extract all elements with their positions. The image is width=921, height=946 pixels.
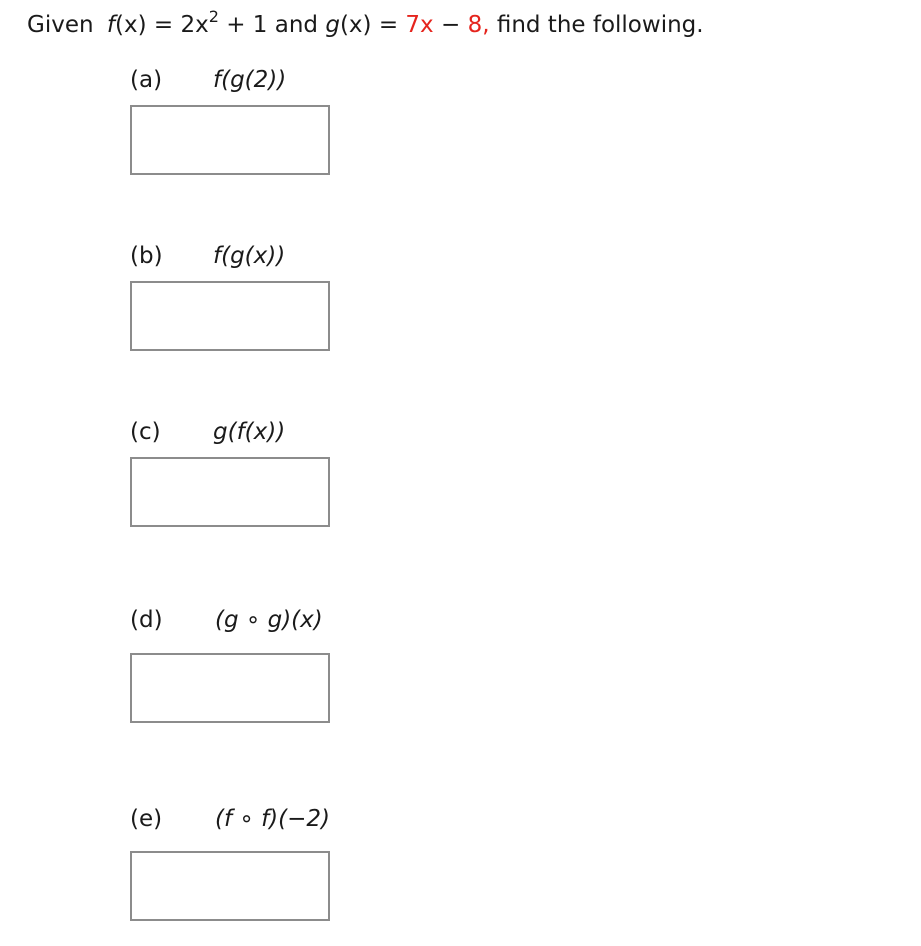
- equals-sign-f: =: [153, 12, 174, 38]
- part-a-expression: f(g(2)): [213, 67, 287, 93]
- and-word: and: [274, 12, 319, 38]
- part-b-expression: f(g(x)): [213, 243, 286, 269]
- part-d-answer-input[interactable]: [130, 653, 330, 723]
- instruction-text: find the following.: [496, 12, 704, 38]
- problem-statement: [27, 8, 704, 42]
- part-c-label: (c): [130, 419, 161, 445]
- part-d-label: (d): [130, 607, 163, 633]
- g-function-arg: (x): [339, 12, 372, 38]
- part-a-answer-input[interactable]: [130, 105, 330, 175]
- part-a-label: (a): [130, 67, 163, 93]
- f-function-name: f: [106, 12, 115, 38]
- f-term-coef: 2x: [180, 12, 209, 38]
- f-exponent: 2: [208, 7, 219, 26]
- part-d-expression: (g ∘ g)(x): [215, 607, 323, 633]
- part-e-expression: (f ∘ f)(−2): [215, 806, 331, 832]
- g-linear-term: 7x: [405, 12, 434, 38]
- equals-sign-g: =: [378, 12, 399, 38]
- part-e-label: (e): [130, 806, 163, 832]
- part-e-answer-input[interactable]: [130, 851, 330, 921]
- part-b-answer-input[interactable]: [130, 281, 330, 351]
- part-c-expression: g(f(x)): [213, 419, 286, 445]
- part-b-label: (b): [130, 243, 163, 269]
- minus-sign: −: [440, 12, 461, 38]
- part-c-answer-input[interactable]: [130, 457, 330, 527]
- given-word: Given: [27, 12, 94, 38]
- g-function-name: g: [325, 12, 340, 38]
- f-term-rest: + 1: [226, 12, 268, 38]
- g-constant: 8,: [467, 12, 490, 38]
- f-function-arg: (x): [114, 12, 147, 38]
